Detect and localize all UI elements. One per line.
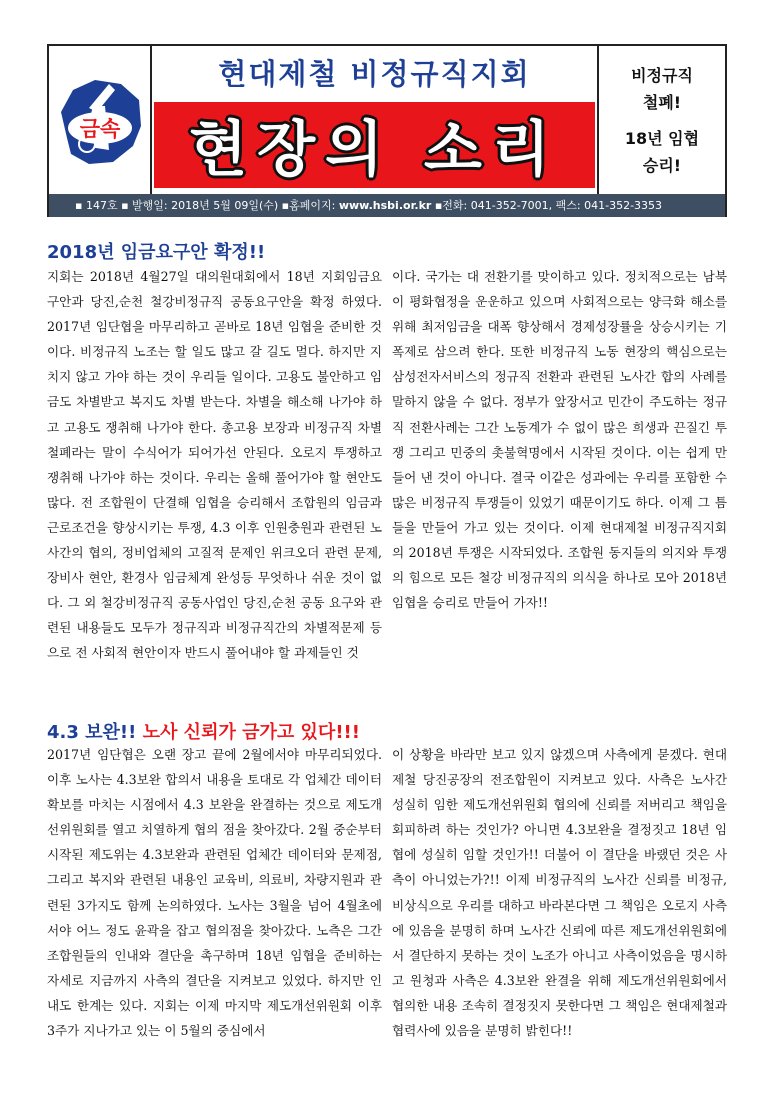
article-trust-body <box>47 742 732 1082</box>
metal-union-emblem-icon <box>49 46 152 194</box>
homepage-url: www.hsbi.or.kr <box>338 199 432 212</box>
article-trust <box>47 718 727 744</box>
contact-info: ▪전화: 041-352-7001, 팩스: 041-352-3353 <box>434 199 663 212</box>
article-headline: 2018년 임금요구안 확정!! <box>47 242 266 263</box>
article-text: 지회는 2018년 4월27일 대의원대회에서 18년 지회임금요구안과 당진,순천 철강비정규직 공동요구안을 확정 하였다. 2017년 임단협을 마무리하고 곧바로 18년 임협을 준비한 것이다. 비정규직 노조는 할 일도 많고 갈 길도 멀다. 하지만 지치지 않고 가야 하는 것이 우리들 일이다. 고용도 불안하고 임금도 차별받고 복지도 차별 받는다. 차별을 해소해 나가야 하고 고용도 쟁취해 나가야 한다. 총고용 보장과 비정규직 차별철폐라는 말이 수식어가 되어가선 안된다. 오로지 투쟁하고 쟁취해 나가야 하는 것이다. 우리는 올해 풀어가야 할 현안도 많다. 전 조합원이 단결해 임협을 승리해서 조합원의 임금과 근로조건을 향상시키는 투쟁, 4.3 이후 인원충원과 관련된 노사간의 협의, 정비업체의 고질적 문제인 위크오더 관련 문제, 장비사 현안, 환경사 임금체계 완성등 무엇하나 쉬운 것이 없다. 그 외 철강비정규직 공동사업인 당진,순천 공동 요구와 관련된 내용들도 모두가 정규직과 비정규직간의 차별적문제 등으로 전 사회적 현안이자 반드시 풀어내야 할 과제들인 것 <box>47 269 387 661</box>
slogan-line: 철폐! <box>642 92 682 112</box>
article-column-right <box>392 264 732 615</box>
headline-red-part: 노사 신뢰가 금가고 있다!!! <box>142 722 360 743</box>
article-column-left <box>47 264 387 666</box>
newsletter-title: 현장의 소리 <box>189 115 560 185</box>
article-text: 이 상황을 바라만 보고 있지 않겠으며 사측에게 묻겠다. 현대제철 당진공장의 전조합원이 지켜보고 있다. 사측은 노사간 성실히 임한 제도개선위원회 협의에 신뢰를 저버리고 책임을 회피하려 하는 것인가? 아니면 4.3보완을 결정짓고 18년 임협에 성실히 임할 것인가!! 더불어 이 결단을 바랬던 것은 사측이 아니었는가?!! 이제 비정규직의 노사간 신뢰를 비정규, 비상식으로 우리를 대하고 바라본다면 그 책임은 오로지 사측에 있음을 분명히 하며 노사간 신뢰에 따른 제도개선위원회에서 결단하지 못하는 것이 노조가 아니고 사측이었음을 명시하고 원청과 사측은 4.3보완 완결을 위해 제도개선위원회에서 협의한 내용 조속히 결정짓지 못한다면 그 책임은 현대제철과 협력사에 있음을 분명히 밝힌다!! <box>392 747 732 1039</box>
article-wage-demand <box>47 238 727 264</box>
issue-info-bar <box>49 194 725 217</box>
slogan-box <box>599 46 725 194</box>
article-text: 이다. 국가는 대 전환기를 맞이하고 있다. 정치적으로는 남북이 평화협정을 운운하고 있으며 사회적으로는 양극화 해소를 위해 최저임금을 대폭 향상해서 경제성장률을 상승시키는 기폭제로 삼으려 한다. 또한 비정규직 노동 현장의 핵심으로는 삼성전자서비스의 정규직 전환과 관련된 노사간 합의 사례를 말하지 않을 수 없다. 정부가 앞장서고 민간이 주도하는 정규직 전환사례는 그간 노동계가 수 없이 많은 희생과 끈질긴 투쟁 그리고 민중의 촛불혁명에서 시작된 것이다. 이는 쉽게 만들어 낸 것이 아니다. 결국 이같은 성과에는 우리를 포함한 수 많은 비정규직 투쟁들이 있었기 때문이기도 하다. 이제 그 틈들을 만들어 가고 있는 것이다. 이제 현대제철 비정규직지회의 2018년 투쟁은 시작되었다. 조합원 동지들의 의지와 투쟁의 힘으로 모든 철강 비정규직의 의식을 하나로 모아 2018년 임협을 승리로 만들어 가자!! <box>392 269 732 611</box>
union-name: 현대제철 비정규직지회 <box>218 57 531 91</box>
article-column-left <box>47 742 387 1043</box>
article-headline <box>47 718 727 744</box>
title-block <box>152 46 599 194</box>
article-wage-demand-body <box>47 264 732 704</box>
svg-text:금속: 금속 <box>79 117 121 141</box>
article-column-right <box>392 742 732 1043</box>
issue-date: ▪ 147호 ▪ 발행일: 2018년 5월 09일(수) ▪홈페이지: <box>75 199 336 212</box>
slogan-line: 18년 임협 <box>624 128 700 148</box>
headline-blue-part: 4.3 보완!! <box>47 722 137 743</box>
article-text: 2017년 임단협은 오랜 장고 끝에 2월에서야 마무리되었다. 이후 노사는 4.3보완 합의서 내용을 토대로 각 업체간 데이터 확보를 마치는 시점에서 4.3 보완을 완결하는 것으로 제도개선위원회를 열고 치열하게 협의 점을 찾아갔다. 2월 중순부터 시작된 제도위는 4.3보완과 관련된 업체간 데이터와 문제점, 그리고 복지와 관련된 내용인 교육비, 의료비, 차량지원과 관련된 3가지도 함께 논의하였다. 노사는 3월을 넘어 4월초에서야 어느 정도 윤곽을 잡고 협의점을 찾아갔다. 노측은 그간 조합원들의 인내와 결단을 촉구하며 18년 임협을 준비하는 자세로 지금까지 사측의 결단을 지켜보고 있었다. 하지만 인내도 한계는 있다. 지회는 이제 마지막 제도개선위원회 이후 3주가 지나가고 있는 이 5월의 중심에서 <box>47 747 387 1039</box>
slogan-line: 승리! <box>642 155 682 175</box>
title-banner <box>154 102 595 188</box>
masthead <box>47 44 727 217</box>
union-logo <box>49 46 152 194</box>
slogan-line: 비정규직 <box>631 65 693 85</box>
